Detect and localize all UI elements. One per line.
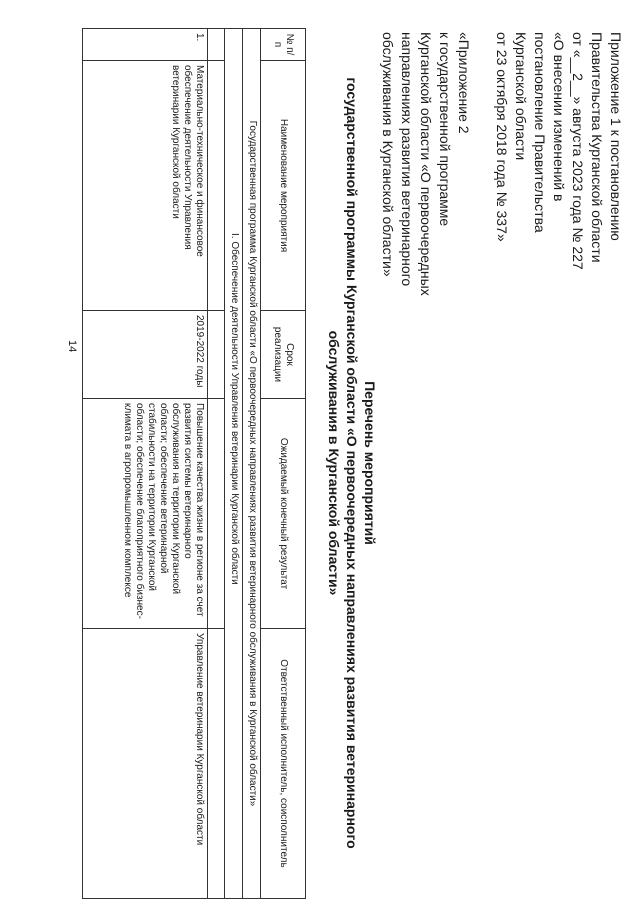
measures-table <box>82 28 306 898</box>
appendix-line: от «__2__» августа 2023 года № 227 <box>570 32 586 270</box>
empty-cell <box>208 629 225 899</box>
document-title <box>325 28 379 898</box>
rotated-page <box>85 28 625 898</box>
header-term: Срок реализации <box>261 311 306 399</box>
cell-name: Материально-техническое и финансовое обеспечение деятельности Управления ветеринарии Курганской области <box>83 61 208 311</box>
header-num: № п/п <box>261 29 306 61</box>
section-row <box>225 29 243 899</box>
title-line: государственной программы Курганской области «О первоочередных направлениях развития ветеринарного <box>344 77 360 849</box>
appendix-line: «О внесении изменений в <box>551 32 567 202</box>
empty-cell <box>208 61 225 311</box>
appendix-line: Правительства Курганской области <box>589 32 605 263</box>
empty-cell <box>208 399 225 629</box>
program-row: Государственная программа Курганской области «О первоочередных направлениях развития ветеринарного обслуживания в Курганской области» <box>243 29 261 899</box>
cell-result: Повышение качества жизни в регионе за счет развития системы ветеринарного обслуживания на территории Курганской области; обеспечение ветеринарной стабильности на территории Курганской области; обеспечение благоприятного бизнес-климата в агропромышленном комплексе <box>83 399 208 629</box>
section-title: I. Обеспечение деятельности Управления ветеринарии Курганской области <box>229 233 240 585</box>
appendix-line: Курганской области <box>513 32 529 161</box>
title-line: обслуживания в Курганской области» <box>326 330 342 596</box>
appendix-line: постановление Правительства <box>532 32 548 233</box>
appendix-line: направлениях развития ветеринарного <box>399 32 415 287</box>
appendix-line: «Приложение 2 <box>456 32 472 134</box>
table-row <box>83 29 208 899</box>
empty-cell <box>208 311 225 399</box>
header-name: Наименование мероприятия <box>261 61 306 311</box>
appendix-line: Приложение 1 к постановлению <box>608 32 624 241</box>
cell-num: 1. <box>83 29 208 61</box>
appendix-line: Курганской области «О первоочередных <box>418 32 434 296</box>
appendix-line: обслуживания в Курганской области» <box>380 32 396 277</box>
page-number: 14 <box>66 340 78 353</box>
header-executor: Ответственный исполнитель, соисполнитель <box>261 629 306 899</box>
cell-term: 2019-2022 годы <box>83 311 208 399</box>
appendix-line: к государственной программе <box>437 32 453 227</box>
appendix-block <box>378 32 625 632</box>
title-line: Перечень мероприятий <box>362 381 378 545</box>
header-result: Ожидаемый конечный результат <box>261 399 306 629</box>
empty-cell <box>208 29 225 61</box>
appendix-line: от 23 октября 2018 года № 337» <box>494 32 510 242</box>
cell-executor: Управление ветеринарии Курганской области <box>83 629 208 899</box>
